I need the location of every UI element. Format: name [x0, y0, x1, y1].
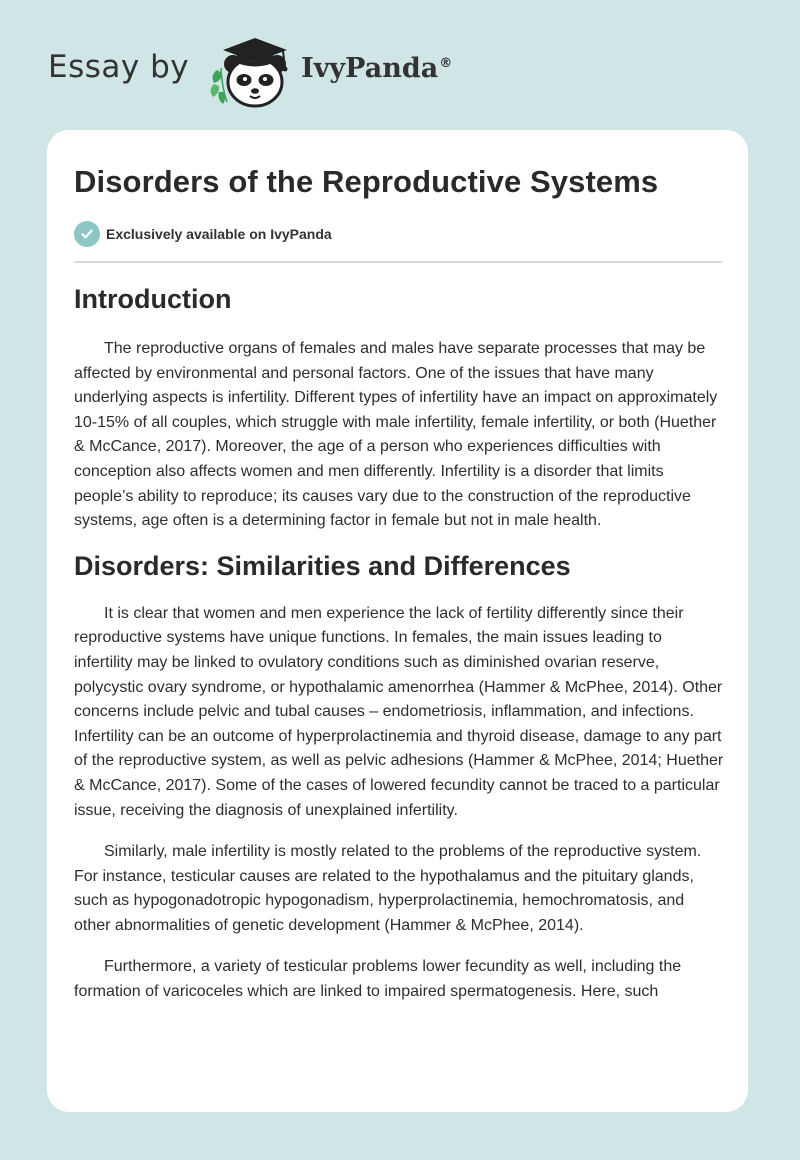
section-heading-disorders: Disorders: Similarities and Differences [74, 550, 571, 581]
paragraph: It is clear that women and men experience the lack of fertility differently since their reproductive systems have unique functions. In females, the main issues leading to infertility may be linked to ovulatory conditions such as diminished ovarian reserve, polycystic ovary syndrome, or hypothalamic amenorrhea (Hammer & McPhee, 2014). Other concerns include pelvic and tubal causes – endometriosis, inflammation, and infections. Infertility can be an outcome of hyperprolactinemia and thyroid disease, damage to any part of the reproductive system, as well as pelvic adhesions (Hammer & McPhee, 2014; Huether & McCance, 2017). Some of the cases of lowered fecundity cannot be traced to a particular issue, receiving the diagnosis of unexplained infertility. [74, 604, 724, 819]
check-icon [74, 221, 100, 247]
section-heading-introduction: Introduction [74, 284, 232, 314]
page-title: Disorders of the Reproductive Systems [74, 164, 659, 199]
exclusive-badge [74, 221, 332, 247]
exclusive-label: Exclusively available on IvyPanda [106, 226, 332, 242]
paragraph: Similarly, male infertility is mostly related to the problems of the reproductive system. For instance, testicular causes are related to the hypothalamus and the pituitary glands, such as hypogonadotropic hypogonadism, hyperprolactinemia, hemochromatosis, and other abnormalities of genetic development (Hammer & McPhee, 2014). [74, 843, 702, 934]
brand-name[interactable]: IvyPanda® [301, 52, 453, 84]
essay-body [74, 280, 724, 1022]
paragraph: The reproductive organs of females and males have separate processes that may be affected by environmental and personal factors. One of the issues that have many underlying aspects is infertility. Different types of infertility have an impact on approximately 10-15% of all couples, which struggle with male infertility, female infertility, or both (Huether & McCance, 2017). Moreover, the age of a person who experiences difficulties with conception also affects women and men differently. Infertility is a disorder that limits people’s ability to reproduce; its causes vary due to the construction of the reproductive systems, age often is a determining factor in female but not in male health. [74, 340, 718, 530]
registered-mark: ® [439, 55, 453, 71]
panda-logo-icon[interactable] [203, 30, 297, 110]
divider [74, 261, 722, 263]
essay-card [47, 130, 748, 1112]
paragraph: Furthermore, a variety of testicular problems lower fecundity as well, including the formation of varicoceles which are linked to impaired spermatogenesis. Here, such [74, 958, 682, 1001]
site-header [48, 30, 452, 110]
brand-prefix: Essay by [48, 49, 190, 85]
